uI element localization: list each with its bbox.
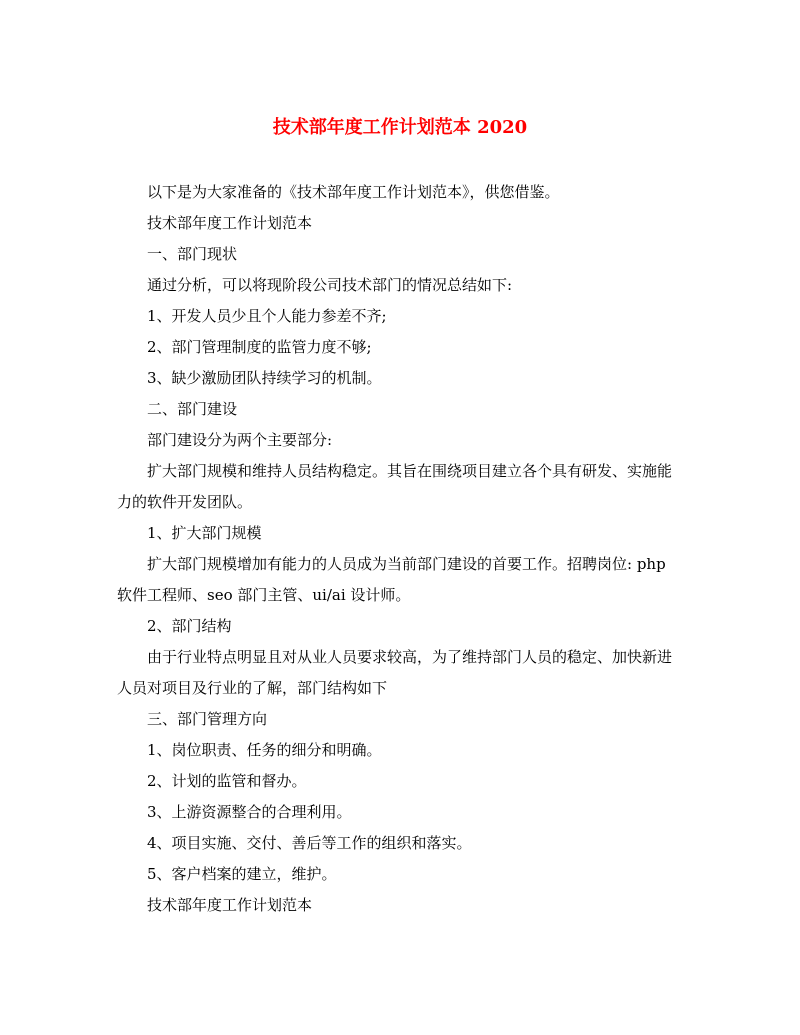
- subheading-expand-scale: 1、扩大部门规模: [147, 524, 262, 542]
- paragraph-footer-title: 技术部年度工作计划范本: [147, 896, 313, 914]
- document-title: 技术部年度工作计划范本 2020: [272, 117, 528, 138]
- list-item: 3、缺少激励团队持续学习的机制。: [147, 369, 382, 387]
- list-item: 1、开发人员少且个人能力参差不齐;: [147, 307, 387, 325]
- list-item: 4、项目实施、交付、善后等工作的组织和落实。: [147, 834, 472, 852]
- paragraph-analysis: 通过分析，可以将现阶段公司技术部门的情况总结如下:: [147, 276, 513, 294]
- paragraph-structure: 由于行业特点明显且对从业人员要求较高，为了维持部门人员的稳定、加快新进人员对项目及行业的了解，部门结构如下: [117, 648, 673, 697]
- section-heading-3: 三、部门管理方向: [147, 710, 268, 728]
- list-item: 1、岗位职责、任务的细分和明确。: [147, 741, 382, 759]
- paragraph-heading-main: 技术部年度工作计划范本: [147, 214, 313, 232]
- list-item: 2、部门管理制度的监管力度不够;: [147, 338, 372, 356]
- document-body: [117, 177, 683, 921]
- list-item: 5、客户档案的建立，维护。: [147, 865, 337, 883]
- paragraph-construction: 部门建设分为两个主要部分:: [147, 431, 333, 449]
- list-item: 3、上游资源整合的合理利用。: [147, 803, 352, 821]
- paragraph-recruit: 扩大部门规模增加有能力的人员成为当前部门建设的首要工作。招聘岗位: php 软件工程师、seo 部门主管、ui/ai 设计师。: [117, 555, 666, 604]
- paragraph-intro: 以下是为大家准备的《技术部年度工作计划范本》，供您借鉴。: [147, 183, 560, 201]
- list-item: 2、计划的监管和督办。: [147, 772, 307, 790]
- section-heading-2: 二、部门建设: [147, 400, 238, 418]
- subheading-structure: 2、部门结构: [147, 617, 232, 635]
- section-heading-1: 一、部门现状: [147, 245, 238, 263]
- paragraph-expand-team: 扩大部门规模和维持人员结构稳定。其旨在围绕项目建立各个具有研发、实施能力的软件开发团队。: [117, 462, 673, 511]
